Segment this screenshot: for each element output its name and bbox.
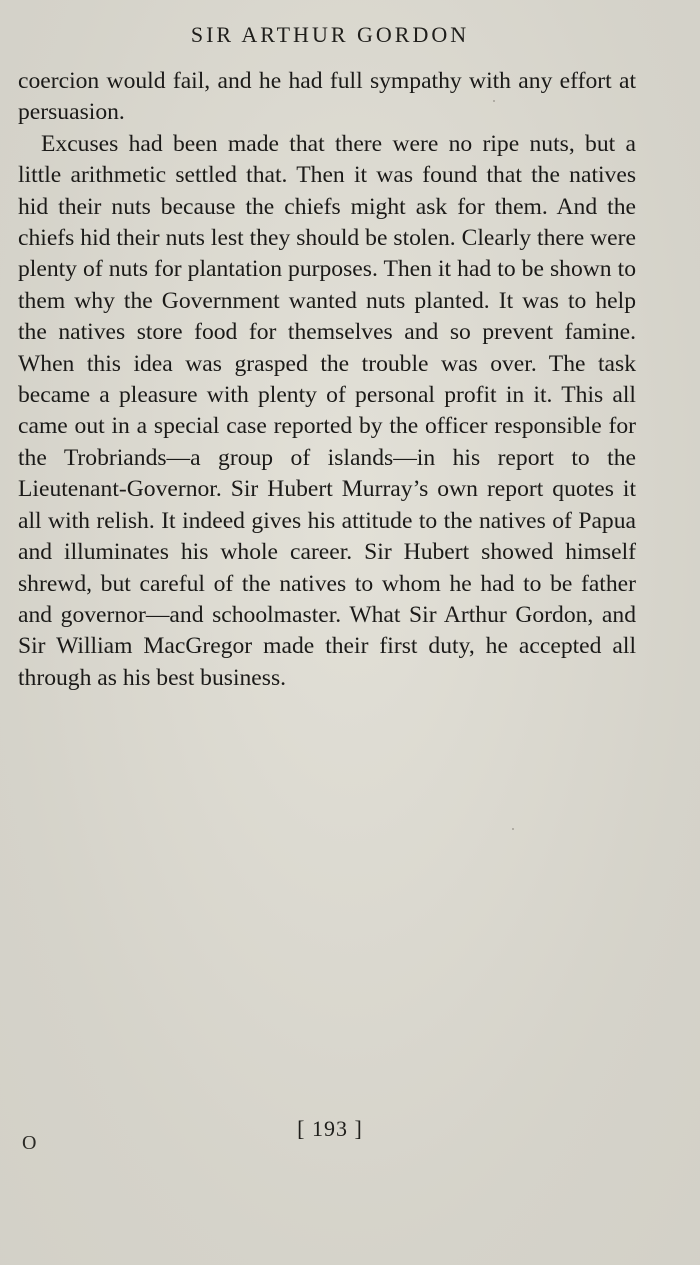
paper-speck <box>493 100 495 102</box>
signature-mark: O <box>22 1132 37 1154</box>
page-number: [ 193 ] <box>297 1116 363 1141</box>
running-head: SIR ARTHUR GORDON <box>190 22 470 47</box>
paper-speck <box>512 828 514 830</box>
body-text <box>18 66 636 694</box>
paragraph-continued: coercion would fail, and he had full sympathy with any effort at persuasion. <box>18 68 636 126</box>
paragraph-excuses: Excuses had been made that there were no ripe nuts, but a little arithmetic settled that. Then it was found that the natives hid their nuts because the chiefs might ask for them. And the chiefs hid their nuts lest they should be stolen. Clearly there were plenty of nuts for plantation purposes. Then it had to be shown to them why the Government wanted nuts planted. It was to help the natives store food for themselves and so prevent famine. When this idea was grasped the trouble was over. The task became a pleasure with plenty of personal profit in it. This all came out in a special case reported by the officer responsible for the Trobriands—a group of islands—in his report to the Lieutenant-Governor. Sir Hubert Murray’s own report quotes it all with relish. It indeed gives his attitude to the natives of Papua and illuminates his whole career. Sir Hubert showed himself shrewd, but careful of the natives to whom he had to be father and governor—and schoolmaster. What Sir Arthur Gordon, and Sir William MacGregor made their first duty, he accepted all through as his best business. <box>18 130 636 691</box>
